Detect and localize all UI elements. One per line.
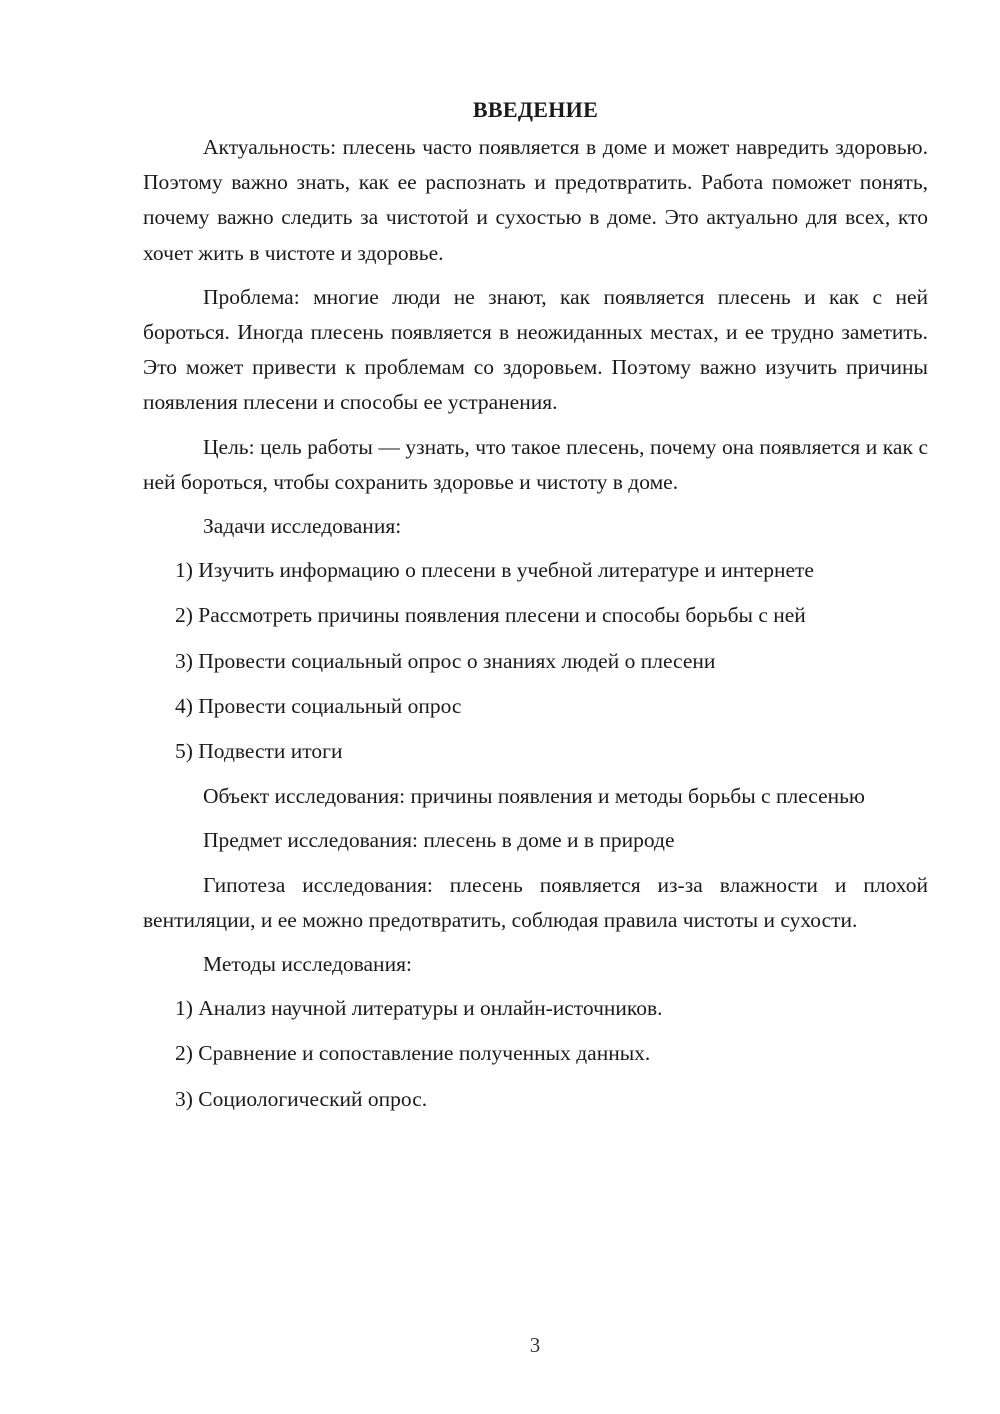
problem-paragraph: Проблема: многие люди не знают, как появляется плесень и как с ней бороться. Иногда плесень появляется в неожиданных местах, и ее трудно заметить. Это может привести к проблемам со здоровьем. Поэтому важно изучить причины появления плесени и способы ее устранения. xyxy=(143,284,928,415)
task-item: 2) Рассмотреть причины появления плесени и способы борьбы с ней xyxy=(175,603,806,628)
hypothesis-paragraph: Гипотеза исследования: плесень появляется из-за влажности и плохой вентиляции, и ее можно предотвратить, соблюдая правила чистоты и сухости. xyxy=(143,872,928,932)
task-item: 3) Провести социальный опрос о знаниях людей о плесени xyxy=(175,648,716,673)
task-item: 4) Провести социальный опрос xyxy=(175,693,462,718)
relevance-paragraph: Актуальность: плесень часто появляется в доме и может навредить здоровью. Поэтому важно знать, как ее распознать и предотвратить. Работа поможет понять, почему важно следить за чистотой и сухостью в доме. Это актуально для всех, кто хочет жить в чистоте и здоровье. xyxy=(143,135,928,265)
method-item: 1) Анализ научной литературы и онлайн-источников. xyxy=(175,996,663,1021)
goal-paragraph: Цель: цель работы — узнать, что такое плесень, почему она появляется и как с ней бороться, чтобы сохранить здоровье и чистоту в доме. xyxy=(143,434,928,494)
method-item: 2) Сравнение и сопоставление полученных данных. xyxy=(175,1041,651,1066)
subject-paragraph: Предмет исследования: плесень в доме и в природе xyxy=(203,828,675,853)
tasks-list xyxy=(143,553,928,769)
tasks-label: Задачи исследования: xyxy=(203,514,402,539)
object-paragraph: Объект исследования: причины появления и методы борьбы с плесенью xyxy=(203,784,865,809)
section-heading: ВВЕДЕНИЕ xyxy=(472,97,599,122)
method-item: 3) Социологический опрос. xyxy=(175,1086,428,1111)
task-item: 5) Подвести итоги xyxy=(175,739,343,764)
page-number: 3 xyxy=(529,1333,541,1357)
document-page xyxy=(143,92,928,1127)
methods-list xyxy=(143,991,928,1117)
methods-label: Методы исследования: xyxy=(203,952,412,977)
task-item: 1) Изучить информацию о плесени в учебной литературе и интернете xyxy=(175,558,814,583)
